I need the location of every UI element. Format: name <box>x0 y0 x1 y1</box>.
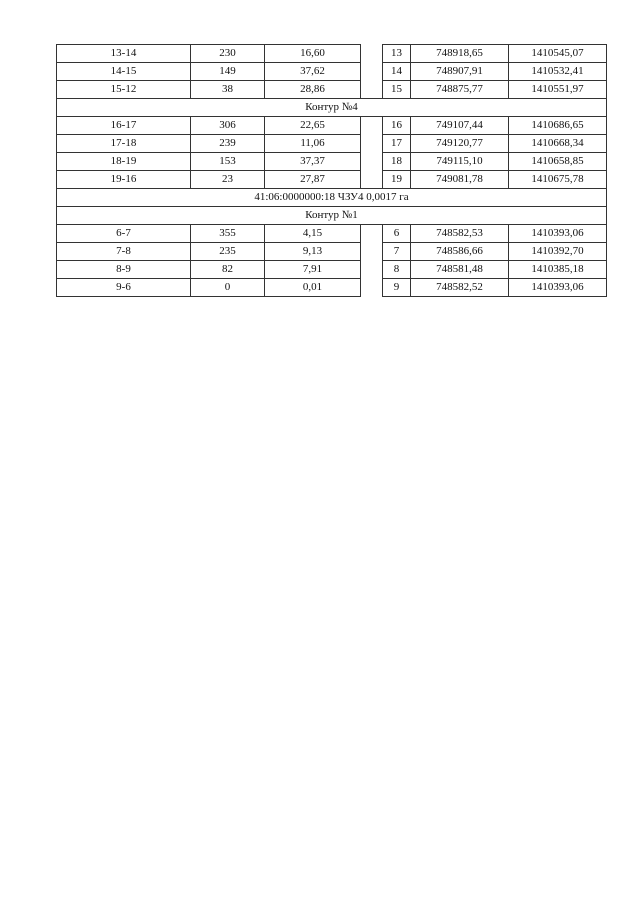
table-row <box>57 153 607 171</box>
section-header: Контур №4 <box>57 99 607 117</box>
point-number-cell: 14 <box>383 63 411 81</box>
x-coordinate-cell: 748918,65 <box>411 45 509 63</box>
segment-cell: 13-14 <box>57 45 191 63</box>
y-coordinate-cell: 1410668,34 <box>509 135 607 153</box>
length-cell: 37,37 <box>265 153 361 171</box>
angle-cell: 38 <box>191 81 265 99</box>
point-number-cell: 17 <box>383 135 411 153</box>
length-cell: 4,15 <box>265 225 361 243</box>
gap-cell <box>361 279 383 297</box>
point-number-cell: 19 <box>383 171 411 189</box>
point-number-cell: 13 <box>383 45 411 63</box>
segment-cell: 19-16 <box>57 171 191 189</box>
angle-cell: 149 <box>191 63 265 81</box>
x-coordinate-cell: 749107,44 <box>411 117 509 135</box>
gap-cell <box>361 45 383 63</box>
point-number-cell: 8 <box>383 261 411 279</box>
x-coordinate-cell: 749120,77 <box>411 135 509 153</box>
table-row <box>57 63 607 81</box>
y-coordinate-cell: 1410393,06 <box>509 279 607 297</box>
segment-cell: 16-17 <box>57 117 191 135</box>
point-number-cell: 6 <box>383 225 411 243</box>
point-number-cell: 16 <box>383 117 411 135</box>
y-coordinate-cell: 1410385,18 <box>509 261 607 279</box>
table-row <box>57 243 607 261</box>
angle-cell: 235 <box>191 243 265 261</box>
y-coordinate-cell: 1410686,65 <box>509 117 607 135</box>
coordinates-table <box>56 44 607 297</box>
length-cell: 27,87 <box>265 171 361 189</box>
angle-cell: 153 <box>191 153 265 171</box>
gap-cell <box>361 81 383 99</box>
length-cell: 0,01 <box>265 279 361 297</box>
point-number-cell: 9 <box>383 279 411 297</box>
gap-cell <box>361 171 383 189</box>
angle-cell: 239 <box>191 135 265 153</box>
table-row <box>57 261 607 279</box>
gap-cell <box>361 63 383 81</box>
point-number-cell: 15 <box>383 81 411 99</box>
gap-cell <box>361 117 383 135</box>
table-row <box>57 225 607 243</box>
table-row <box>57 81 607 99</box>
y-coordinate-cell: 1410392,70 <box>509 243 607 261</box>
table-row <box>57 117 607 135</box>
length-cell: 11,06 <box>265 135 361 153</box>
segment-cell: 8-9 <box>57 261 191 279</box>
table-row <box>57 171 607 189</box>
point-number-cell: 7 <box>383 243 411 261</box>
length-cell: 16,60 <box>265 45 361 63</box>
segment-cell: 7-8 <box>57 243 191 261</box>
angle-cell: 355 <box>191 225 265 243</box>
y-coordinate-cell: 1410658,85 <box>509 153 607 171</box>
table-body <box>57 45 607 297</box>
y-coordinate-cell: 1410532,41 <box>509 63 607 81</box>
x-coordinate-cell: 749081,78 <box>411 171 509 189</box>
length-cell: 9,13 <box>265 243 361 261</box>
gap-cell <box>361 243 383 261</box>
x-coordinate-cell: 748586,66 <box>411 243 509 261</box>
segment-cell: 9-6 <box>57 279 191 297</box>
segment-cell: 14-15 <box>57 63 191 81</box>
length-cell: 7,91 <box>265 261 361 279</box>
gap-cell <box>361 135 383 153</box>
x-coordinate-cell: 748582,53 <box>411 225 509 243</box>
x-coordinate-cell: 748875,77 <box>411 81 509 99</box>
gap-cell <box>361 153 383 171</box>
angle-cell: 306 <box>191 117 265 135</box>
x-coordinate-cell: 748907,91 <box>411 63 509 81</box>
section-header-row <box>57 99 607 117</box>
angle-cell: 0 <box>191 279 265 297</box>
segment-cell: 17-18 <box>57 135 191 153</box>
gap-cell <box>361 225 383 243</box>
length-cell: 28,86 <box>265 81 361 99</box>
y-coordinate-cell: 1410545,07 <box>509 45 607 63</box>
segment-cell: 6-7 <box>57 225 191 243</box>
segment-cell: 18-19 <box>57 153 191 171</box>
length-cell: 22,65 <box>265 117 361 135</box>
table-row <box>57 45 607 63</box>
table-row <box>57 279 607 297</box>
x-coordinate-cell: 749115,10 <box>411 153 509 171</box>
length-cell: 37,62 <box>265 63 361 81</box>
table-row <box>57 135 607 153</box>
angle-cell: 230 <box>191 45 265 63</box>
point-number-cell: 18 <box>383 153 411 171</box>
angle-cell: 82 <box>191 261 265 279</box>
section-header-row <box>57 207 607 225</box>
gap-cell <box>361 261 383 279</box>
x-coordinate-cell: 748582,52 <box>411 279 509 297</box>
x-coordinate-cell: 748581,48 <box>411 261 509 279</box>
section-header: Контур №1 <box>57 207 607 225</box>
section-header-row <box>57 189 607 207</box>
y-coordinate-cell: 1410551,97 <box>509 81 607 99</box>
segment-cell: 15-12 <box>57 81 191 99</box>
section-header: 41:06:0000000:18 ЧЗУ4 0,0017 га <box>57 189 607 207</box>
y-coordinate-cell: 1410675,78 <box>509 171 607 189</box>
y-coordinate-cell: 1410393,06 <box>509 225 607 243</box>
angle-cell: 23 <box>191 171 265 189</box>
